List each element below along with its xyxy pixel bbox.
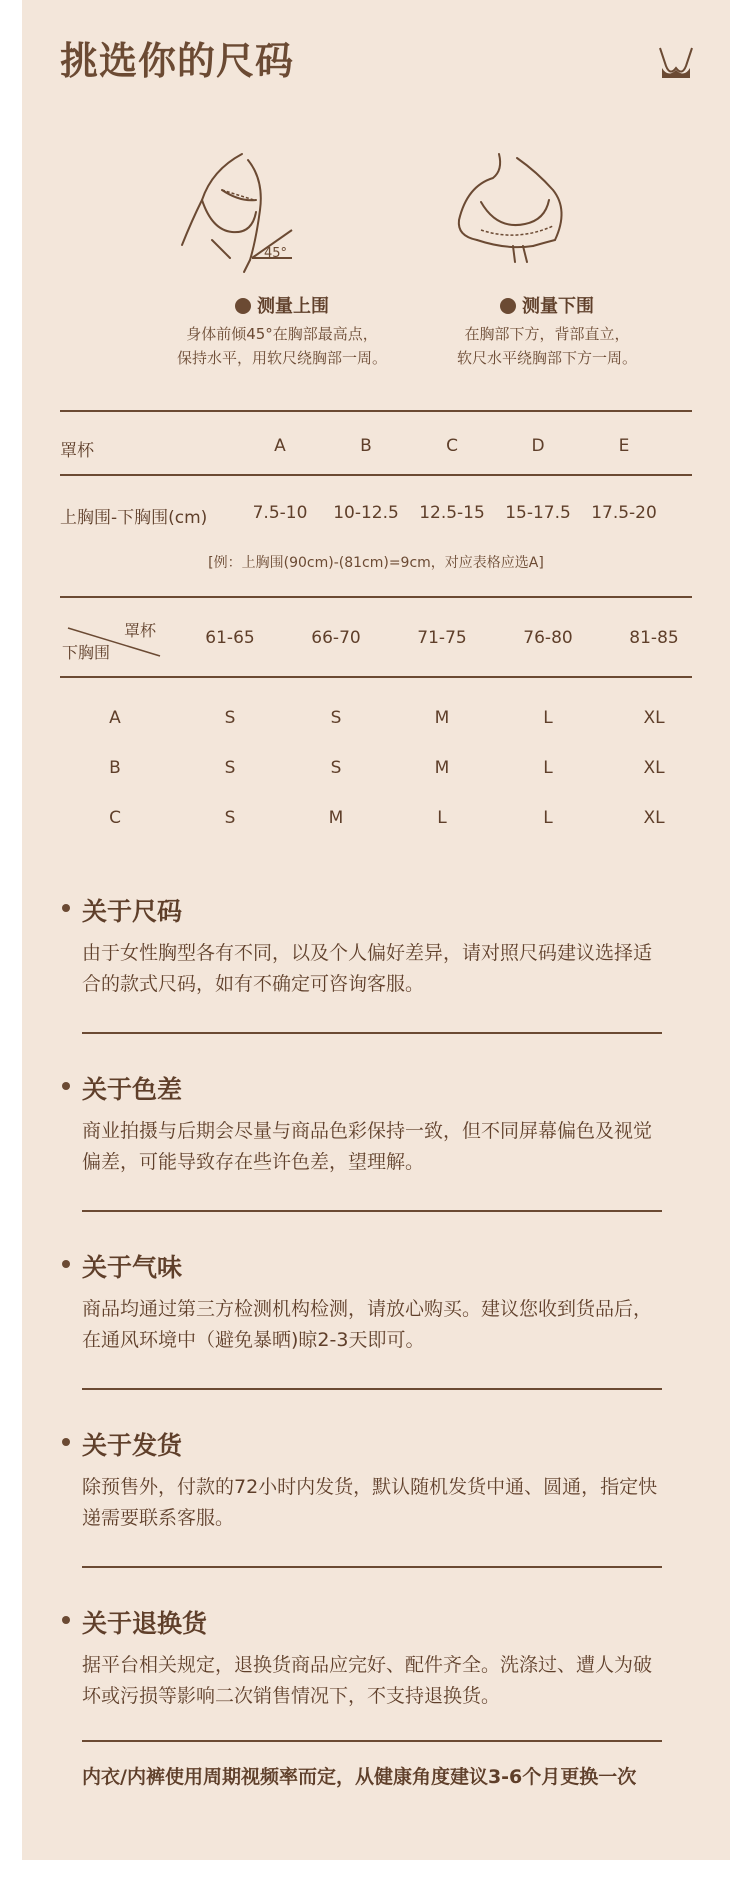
bullet-dot-icon	[62, 1616, 70, 1624]
table-divider	[60, 676, 692, 678]
bullet-dot-icon	[235, 298, 251, 314]
size-cell: S	[224, 808, 236, 828]
cup-row-label: A	[109, 708, 121, 728]
cup-range-value: 10-12.5	[333, 503, 399, 523]
section-title: 关于色差	[82, 1070, 662, 1106]
cup-label: A	[274, 436, 286, 456]
angle-label: 45°	[264, 246, 288, 261]
table-divider	[60, 410, 692, 412]
underbust-column-label: 71-75	[417, 628, 467, 648]
section-body: 据平台相关规定，退换货商品应完好、配件齐全。洗涤过、遭人为破坏或污损等影响二次销售情况下，不支持退换货。	[82, 1654, 653, 1707]
upper-bust-illustration-icon	[152, 150, 302, 280]
measure-upper-title: 测量上围	[132, 292, 432, 318]
section-title: 关于退换货	[82, 1604, 662, 1640]
section-divider	[82, 1566, 662, 1568]
info-section-shipping	[82, 1426, 662, 1534]
size-cell: XL	[643, 758, 665, 778]
section-divider	[82, 1032, 662, 1034]
table-divider	[60, 596, 692, 598]
size-cell: M	[434, 758, 450, 778]
section-title: 关于发货	[82, 1426, 662, 1462]
bra-icon	[658, 46, 694, 80]
cup-label: B	[360, 436, 372, 456]
size-cell: S	[224, 758, 236, 778]
section-body: 除预售外，付款的72小时内发货，默认随机发货中通、圆通，指定快递需要联系客服。	[82, 1476, 658, 1529]
size-cell: M	[434, 708, 450, 728]
section-body: 商业拍摄与后期会尽量与商品色彩保持一致，但不同屏幕偏色及视觉偏差，可能导致存在些许色差，望理解。	[82, 1120, 653, 1173]
size-cell: XL	[643, 808, 665, 828]
size-cell: S	[224, 708, 236, 728]
size-cell: L	[437, 808, 447, 828]
table-divider	[60, 474, 692, 476]
bullet-dot-icon	[500, 298, 516, 314]
underbust-column-label: 61-65	[205, 628, 255, 648]
section-title: 关于气味	[82, 1248, 662, 1284]
section-body: 商品均通过第三方检测机构检测，请放心购买。建议您收到货品后，在通风环境中（避免暴晒)晾2-3天即可。	[82, 1298, 653, 1351]
info-section-size	[82, 892, 662, 1000]
underbust-column-label: 76-80	[523, 628, 573, 648]
cup-range-value: 12.5-15	[419, 503, 485, 523]
section-divider	[82, 1388, 662, 1390]
size-cell: S	[330, 758, 342, 778]
cup-range-value: 7.5-10	[252, 503, 308, 523]
bullet-dot-icon	[62, 904, 70, 912]
cup-row-label: B	[109, 758, 121, 778]
info-section-color	[82, 1070, 662, 1178]
corner-underbust-label: 下胸围	[62, 643, 111, 662]
example-note: [例：上胸围(90cm)-(81cm)=9cm，对应表格应选A]	[208, 555, 544, 571]
measure-under-title: 测量下围	[397, 292, 697, 318]
cup-range-value: 17.5-20	[591, 503, 657, 523]
section-title: 关于尺码	[82, 892, 662, 928]
size-cell: M	[328, 808, 344, 828]
cup-label: E	[618, 436, 630, 456]
measure-upper-desc: 身体前倾45°在胸部最高点， 保持水平，用软尺绕胸部一周。	[176, 325, 387, 367]
size-cell: XL	[643, 708, 665, 728]
page-title: 挑选你的尺码	[60, 38, 295, 83]
footer-note: 内衣/内裤使用周期视频率而定，从健康角度建议3-6个月更换一次	[82, 1766, 637, 1788]
under-bust-illustration-icon	[437, 150, 587, 280]
size-cell: S	[330, 708, 342, 728]
underbust-column-label: 81-85	[629, 628, 679, 648]
size-cell: L	[543, 808, 553, 828]
size-cell: L	[543, 758, 553, 778]
size-cell: L	[543, 708, 553, 728]
bullet-dot-icon	[62, 1260, 70, 1268]
cup-header-label: 罩杯	[60, 441, 94, 461]
cup-row-label: C	[109, 808, 121, 828]
measure-under-desc: 在胸部下方，背部直立， 软尺水平绕胸部下方一周。	[456, 325, 637, 367]
bullet-dot-icon	[62, 1438, 70, 1446]
size-guide-card	[22, 0, 730, 1860]
cup-range-label: 上胸围-下胸围(cm)	[60, 508, 208, 528]
size-header-row	[60, 608, 692, 668]
cup-label: D	[531, 436, 545, 456]
bullet-dot-icon	[62, 1082, 70, 1090]
info-section-odor	[82, 1248, 662, 1356]
cup-range-value: 15-17.5	[505, 503, 571, 523]
info-section-returns	[82, 1604, 662, 1712]
section-divider	[82, 1740, 662, 1742]
corner-cup-label: 罩杯	[124, 621, 157, 640]
cup-label: C	[446, 436, 458, 456]
section-divider	[82, 1210, 662, 1212]
underbust-column-label: 66-70	[311, 628, 361, 648]
section-body: 由于女性胸型各有不同，以及个人偏好差异，请对照尺码建议选择适合的款式尺码，如有不确定可咨询客服。	[82, 942, 653, 995]
